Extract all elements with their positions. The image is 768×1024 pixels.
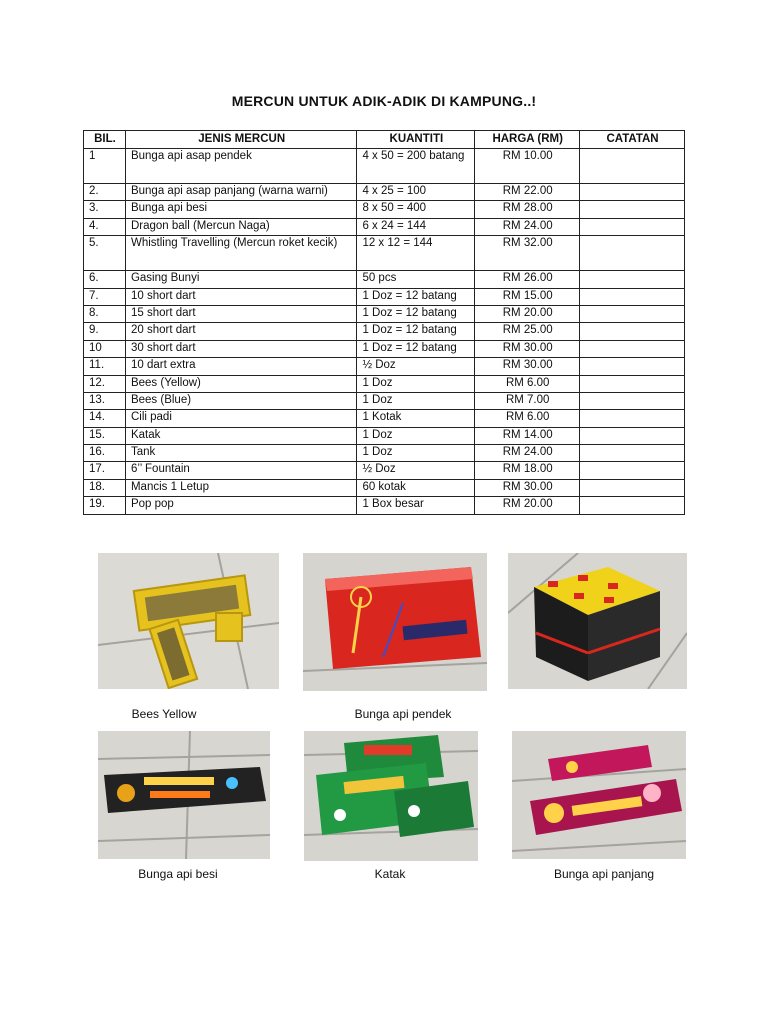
table-row (84, 149, 685, 184)
cell-harga: RM 30.00 (475, 340, 580, 357)
cell-catatan (580, 288, 685, 305)
cell-bil: 9. (84, 323, 126, 340)
cell-catatan (580, 462, 685, 479)
cell-jenis: Bunga api asap pendek (125, 149, 356, 184)
fireworks-price-table (83, 130, 685, 515)
cell-jenis: 15 short dart (125, 305, 356, 322)
cell-jenis: 30 short dart (125, 340, 356, 357)
cell-harga: RM 30.00 (475, 358, 580, 375)
photo-caption: Bunga api panjang (553, 867, 655, 881)
photo-caption: Katak (374, 867, 406, 881)
cell-bil: 12. (84, 375, 126, 392)
cell-kuantiti: 4 x 50 = 200 batang (357, 149, 475, 184)
cell-harga: RM 10.00 (475, 149, 580, 184)
cell-bil: 1 (84, 149, 126, 184)
cell-harga: RM 26.00 (475, 271, 580, 288)
cell-jenis: Bees (Yellow) (125, 375, 356, 392)
header-catatan: CATATAN (580, 131, 685, 149)
cell-kuantiti: 1 Doz (357, 427, 475, 444)
cell-kuantiti: 1 Doz = 12 batang (357, 340, 475, 357)
cell-catatan (580, 410, 685, 427)
cell-jenis: Gasing Bunyi (125, 271, 356, 288)
cell-bil: 3. (84, 201, 126, 218)
cell-harga: RM 24.00 (475, 445, 580, 462)
table-row (84, 184, 685, 201)
cell-bil: 7. (84, 288, 126, 305)
table-row (84, 305, 685, 322)
cell-catatan (580, 236, 685, 271)
cell-harga: RM 20.00 (475, 497, 580, 514)
cell-jenis: Cili padi (125, 410, 356, 427)
table-row (84, 236, 685, 271)
cell-kuantiti: ½ Doz (357, 358, 475, 375)
cell-harga: RM 18.00 (475, 462, 580, 479)
cell-bil: 14. (84, 410, 126, 427)
cell-harga: RM 6.00 (475, 375, 580, 392)
cell-kuantiti: 60 kotak (357, 479, 475, 496)
cell-bil: 18. (84, 479, 126, 496)
header-jenis: JENIS MERCUN (125, 131, 356, 149)
table-row (84, 445, 685, 462)
cell-harga: RM 6.00 (475, 410, 580, 427)
photo-dragon-ball-box (508, 553, 687, 689)
table-row (84, 218, 685, 235)
table-row (84, 340, 685, 357)
cell-catatan (580, 445, 685, 462)
cell-catatan (580, 305, 685, 322)
cell-bil: 13. (84, 392, 126, 409)
cell-catatan (580, 479, 685, 496)
cell-kuantiti: 1 Kotak (357, 410, 475, 427)
table-row (84, 201, 685, 218)
cell-jenis: Bees (Blue) (125, 392, 356, 409)
cell-bil: 10 (84, 340, 126, 357)
cell-kuantiti: ½ Doz (357, 462, 475, 479)
cell-catatan (580, 323, 685, 340)
page-title: MERCUN UNTUK ADIK-ADIK DI KAMPUNG..! (231, 93, 537, 109)
cell-jenis: Bunga api besi (125, 201, 356, 218)
cell-bil: 11. (84, 358, 126, 375)
cell-jenis: Bunga api asap panjang (warna warni) (125, 184, 356, 201)
cell-jenis: Whistling Travelling (Mercun roket kecik) (125, 236, 356, 271)
table-row (84, 271, 685, 288)
cell-bil: 19. (84, 497, 126, 514)
cell-kuantiti: 8 x 50 = 400 (357, 201, 475, 218)
cell-kuantiti: 1 Doz = 12 batang (357, 305, 475, 322)
cell-catatan (580, 340, 685, 357)
cell-catatan (580, 271, 685, 288)
cell-harga: RM 28.00 (475, 201, 580, 218)
cell-jenis: Katak (125, 427, 356, 444)
photo-bunga-api-besi (98, 731, 270, 859)
cell-catatan (580, 184, 685, 201)
table-row (84, 479, 685, 496)
table-row (84, 462, 685, 479)
table-row (84, 375, 685, 392)
cell-bil: 15. (84, 427, 126, 444)
table-row (84, 358, 685, 375)
cell-bil: 2. (84, 184, 126, 201)
table-row (84, 288, 685, 305)
cell-harga: RM 7.00 (475, 392, 580, 409)
cell-bil: 4. (84, 218, 126, 235)
cell-kuantiti: 1 Doz = 12 batang (357, 288, 475, 305)
cell-harga: RM 30.00 (475, 479, 580, 496)
cell-kuantiti: 1 Doz = 12 batang (357, 323, 475, 340)
cell-harga: RM 20.00 (475, 305, 580, 322)
cell-bil: 5. (84, 236, 126, 271)
cell-harga: RM 22.00 (475, 184, 580, 201)
photo-caption: Bunga api besi (138, 867, 218, 881)
photo-bunga-api-panjang (512, 731, 686, 859)
cell-kuantiti: 1 Doz (357, 392, 475, 409)
photo-katak (304, 731, 478, 861)
cell-catatan (580, 358, 685, 375)
header-bil: BIL. (84, 131, 126, 149)
cell-harga: RM 15.00 (475, 288, 580, 305)
cell-jenis: 10 dart extra (125, 358, 356, 375)
table-row (84, 427, 685, 444)
header-kuantiti: KUANTITI (357, 131, 475, 149)
cell-harga: RM 32.00 (475, 236, 580, 271)
cell-bil: 8. (84, 305, 126, 322)
cell-bil: 16. (84, 445, 126, 462)
table-row (84, 323, 685, 340)
cell-kuantiti: 1 Doz (357, 445, 475, 462)
cell-jenis: Pop pop (125, 497, 356, 514)
cell-kuantiti: 12 x 12 = 144 (357, 236, 475, 271)
cell-catatan (580, 218, 685, 235)
cell-kuantiti: 1 Box besar (357, 497, 475, 514)
cell-bil: 17. (84, 462, 126, 479)
cell-kuantiti: 4 x 25 = 100 (357, 184, 475, 201)
table-row (84, 392, 685, 409)
photo-caption: Bunga api pendek (354, 707, 452, 721)
cell-catatan (580, 427, 685, 444)
table-header-row (84, 131, 685, 149)
cell-jenis: 6’’ Fountain (125, 462, 356, 479)
cell-harga: RM 14.00 (475, 427, 580, 444)
cell-harga: RM 25.00 (475, 323, 580, 340)
cell-catatan (580, 497, 685, 514)
header-harga: HARGA (RM) (475, 131, 580, 149)
cell-jenis: Mancis 1 Letup (125, 479, 356, 496)
photo-caption: Bees Yellow (131, 707, 197, 721)
cell-kuantiti: 6 x 24 = 144 (357, 218, 475, 235)
cell-catatan (580, 375, 685, 392)
cell-catatan (580, 201, 685, 218)
cell-harga: RM 24.00 (475, 218, 580, 235)
cell-catatan (580, 392, 685, 409)
cell-jenis: 20 short dart (125, 323, 356, 340)
cell-kuantiti: 50 pcs (357, 271, 475, 288)
cell-jenis: 10 short dart (125, 288, 356, 305)
cell-jenis: Tank (125, 445, 356, 462)
table-row (84, 410, 685, 427)
photo-bees-yellow (98, 553, 279, 689)
cell-jenis: Dragon ball (Mercun Naga) (125, 218, 356, 235)
cell-bil: 6. (84, 271, 126, 288)
photo-bunga-api-pendek (303, 553, 487, 691)
table-row (84, 497, 685, 514)
cell-catatan (580, 149, 685, 184)
cell-kuantiti: 1 Doz (357, 375, 475, 392)
